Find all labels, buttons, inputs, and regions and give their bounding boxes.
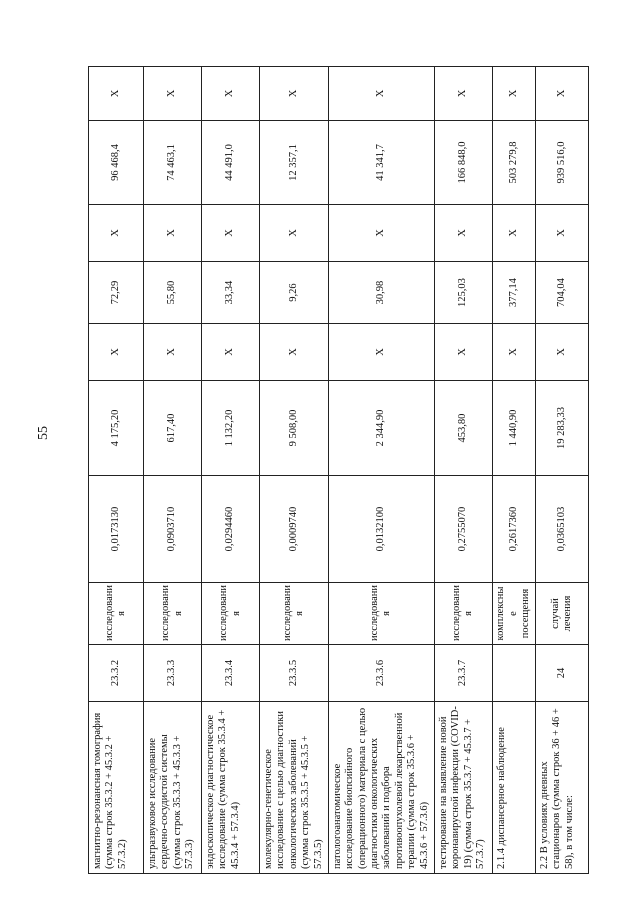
cell-c3: X: [434, 205, 492, 262]
cell-norm: 0,2617360: [492, 476, 535, 583]
cell-c3: X: [535, 205, 588, 262]
cell-cost: 617,40: [144, 381, 202, 476]
cell-unit: исследовани я: [260, 583, 329, 645]
cell-c4: 44 491,0: [202, 121, 260, 205]
cell-c3: X: [144, 205, 202, 262]
cell-norm: 0,0365103: [535, 476, 588, 583]
table-row: [434, 67, 492, 874]
cell-c1: X: [89, 324, 144, 381]
cell-norm: 0,0173130: [89, 476, 144, 583]
cell-cost: 1 132,20: [202, 381, 260, 476]
cell-name: 2.1.4 диспансерное наблюдение: [492, 702, 535, 874]
cell-c4: 166 848,0: [434, 121, 492, 205]
cell-code: 23.3.7: [434, 645, 492, 702]
cell-c2: 30,98: [328, 262, 434, 324]
cell-code: 23.3.5: [260, 645, 329, 702]
table-row: [535, 67, 588, 874]
cell-c1: X: [328, 324, 434, 381]
table-row: [328, 67, 434, 874]
cell-c2: 377,14: [492, 262, 535, 324]
cell-name: молекулярно-генетическое исследование с целью диагностики онкологических заболеваний (сумма строк 35.3.5 + 45.3.5 + 57.3.5): [260, 702, 329, 874]
cell-unit: исследовани я: [89, 583, 144, 645]
rotated-table-container: [88, 67, 575, 874]
cell-norm: 0,2755070: [434, 476, 492, 583]
cell-cost: 9 508,00: [260, 381, 329, 476]
cell-unit: исследовани я: [144, 583, 202, 645]
cell-c1: X: [535, 324, 588, 381]
cell-cost: 453,80: [434, 381, 492, 476]
cell-c3: X: [328, 205, 434, 262]
table-row: [144, 67, 202, 874]
cell-name: патологоанатомическое исследование биопсийного (операционного) материала с целью диагностики онкологических заболеваний и подбора противоопухолевой лекарственной терапии (сумма строк 35.3.6 + 45.3.6 + 57.3.6): [328, 702, 434, 874]
cell-code: 23.3.6: [328, 645, 434, 702]
cell-cost: 2 344,90: [328, 381, 434, 476]
cell-c4: 96 468,4: [89, 121, 144, 205]
cell-code: 23.3.2: [89, 645, 144, 702]
cell-c2: 125,03: [434, 262, 492, 324]
cell-c4: 12 357,1: [260, 121, 329, 205]
cell-c1: X: [202, 324, 260, 381]
cell-cost: 1 440,90: [492, 381, 535, 476]
table-row: [89, 67, 144, 874]
cell-cost: 4 175,20: [89, 381, 144, 476]
cell-unit: исследовани я: [328, 583, 434, 645]
table-row: [492, 67, 535, 874]
page-number: 55: [36, 426, 51, 440]
cell-c2: 33,34: [202, 262, 260, 324]
cell-c1: X: [434, 324, 492, 381]
cell-name: эндоскопическое диагностическое исследование (сумма строк 35.3.4 + 45.3.4 + 57.3.4): [202, 702, 260, 874]
cell-unit: комплексны е посещения: [492, 583, 535, 645]
cell-c2: 9,26: [260, 262, 329, 324]
cell-c5: X: [535, 67, 588, 121]
cell-c5: X: [434, 67, 492, 121]
cost-table: [88, 66, 589, 874]
cell-name: тестирование на выявление новой коронавирусной инфекции (COVID-19) (сумма строк 35.3.7 + 45.3.7 + 57.3.7): [434, 702, 492, 874]
cell-c4: 939 516,0: [535, 121, 588, 205]
cell-name: магнитно-резонансная томография (сумма строк 35.3.2 + 45.3.2 + 57.3.2): [89, 702, 144, 874]
cell-c4: 503 279,8: [492, 121, 535, 205]
cell-c5: X: [89, 67, 144, 121]
cell-cost: 19 283,33: [535, 381, 588, 476]
cell-unit: исследовани я: [434, 583, 492, 645]
cell-c3: X: [260, 205, 329, 262]
cell-code: 24: [535, 645, 588, 702]
cell-c4: 41 341,7: [328, 121, 434, 205]
cell-norm: 0,0903710: [144, 476, 202, 583]
cell-c5: X: [492, 67, 535, 121]
cell-c3: X: [202, 205, 260, 262]
cell-c3: X: [492, 205, 535, 262]
cell-c5: X: [144, 67, 202, 121]
cell-norm: 0,0132100: [328, 476, 434, 583]
cell-norm: 0,0294460: [202, 476, 260, 583]
cell-unit: случай лечения: [535, 583, 588, 645]
cell-code: 23.3.3: [144, 645, 202, 702]
cell-code: 23.3.4: [202, 645, 260, 702]
cell-c4: 74 463,1: [144, 121, 202, 205]
cell-code: [492, 645, 535, 702]
cell-name: 2.2 В условиях дневных стационаров (сумма строк 36 + 46 + 58), в том числе:: [535, 702, 588, 874]
cell-norm: 0,0009740: [260, 476, 329, 583]
cell-c3: X: [89, 205, 144, 262]
cell-c2: 55,80: [144, 262, 202, 324]
cell-unit: исследовани я: [202, 583, 260, 645]
cell-c1: X: [144, 324, 202, 381]
cell-c2: 72,29: [89, 262, 144, 324]
cell-c1: X: [260, 324, 329, 381]
cell-c5: X: [260, 67, 329, 121]
cell-c5: X: [328, 67, 434, 121]
cell-c5: X: [202, 67, 260, 121]
table-row: [202, 67, 260, 874]
cell-name: ультразвуковое исследование сердечно-сосудистой системы (сумма строк 35.3.3 + 45.3.3 + 57.3.3): [144, 702, 202, 874]
cell-c1: X: [492, 324, 535, 381]
table-row: [260, 67, 329, 874]
cell-c2: 704,04: [535, 262, 588, 324]
